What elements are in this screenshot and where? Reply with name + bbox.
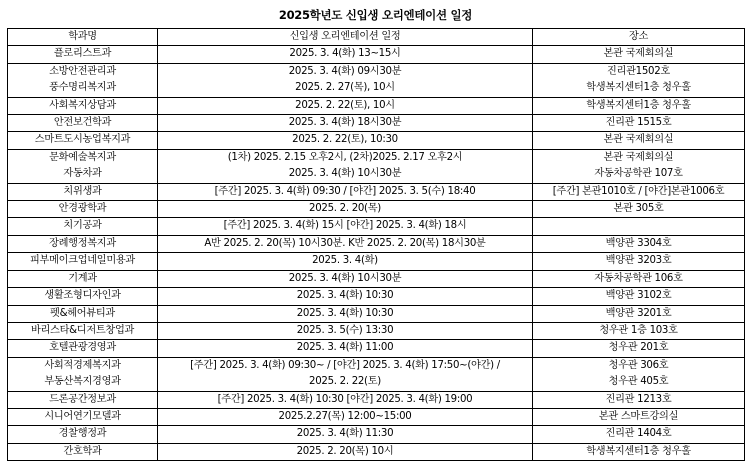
department-cell-line: 기계과 xyxy=(68,272,97,284)
schedule-cell-line: 2025. 3. 4(화) 09시30분 xyxy=(288,65,402,77)
location-cell xyxy=(533,391,745,408)
table-row xyxy=(8,201,745,218)
schedule-cell xyxy=(158,357,533,391)
location-cell xyxy=(533,270,745,287)
table-body xyxy=(8,46,745,461)
schedule-cell-line: 2025. 3. 4(화) 10:30 xyxy=(296,290,394,302)
location-cell xyxy=(533,63,745,97)
location-cell xyxy=(533,408,745,425)
location-cell xyxy=(533,235,745,252)
location-cell-line: 학생복지센터1층 청우홀 xyxy=(586,99,691,111)
department-cell-line: 피부메이크업네일미용과 xyxy=(30,255,135,267)
department-cell-line: 안경광학과 xyxy=(58,203,107,215)
schedule-cell-line: [주간] 2025. 3. 4(화) 15시 [야간] 2025. 3. 4(화) 18시 xyxy=(223,220,467,232)
location-cell-line: 백양관 3203호 xyxy=(605,255,672,267)
schedule-cell xyxy=(158,46,533,63)
location-cell xyxy=(533,115,745,132)
table-row xyxy=(8,391,745,408)
schedule-cell xyxy=(158,132,533,149)
table-row xyxy=(8,115,745,132)
location-cell xyxy=(533,288,745,305)
schedule-cell xyxy=(158,218,533,235)
table-row xyxy=(8,63,745,97)
schedule-cell xyxy=(158,322,533,339)
schedule-cell xyxy=(158,426,533,443)
location-cell xyxy=(533,305,745,322)
department-cell-line: 사회복지상담과 xyxy=(49,99,116,111)
table-row xyxy=(8,357,745,391)
location-cell xyxy=(533,132,745,149)
table-header-row xyxy=(8,29,745,46)
schedule-cell-line: 2025. 3. 4(화) 10:30 xyxy=(296,307,394,319)
schedule-cell xyxy=(158,288,533,305)
department-cell xyxy=(8,322,158,339)
table-row xyxy=(8,340,745,357)
schedule-cell-line: 2025. 3. 5(수) 13:30 xyxy=(296,324,394,336)
document-title: 2025학년도 신입생 오리엔테이션 일정 xyxy=(278,8,473,22)
schedule-cell-line: 2025. 2. 22(토), 10:30 xyxy=(292,134,398,146)
location-cell-line: 본관 305호 xyxy=(613,203,664,215)
department-cell xyxy=(8,357,158,391)
location-cell-line: 청우관 201호 xyxy=(608,342,669,354)
schedule-cell xyxy=(158,97,533,114)
schedule-cell-line: 2025. 2. 22(토) xyxy=(309,376,381,388)
schedule-cell-line: 2025. 3. 4(화) 11:00 xyxy=(296,342,394,354)
schedule-cell xyxy=(158,63,533,97)
location-cell xyxy=(533,443,745,460)
location-cell-line: 학생복지센터1층 청우홀 xyxy=(586,445,691,457)
schedule-cell xyxy=(158,305,533,322)
department-cell xyxy=(8,426,158,443)
location-cell-line: 본관 국제회의실 xyxy=(603,151,674,163)
header-location: 장소 xyxy=(533,29,745,46)
location-cell-line: 청우관 306호 xyxy=(608,359,669,371)
location-cell-line: 백양관 3304호 xyxy=(605,237,672,249)
department-cell-line: 장례행정복지과 xyxy=(49,237,116,249)
location-cell-line: 진리관 1515호 xyxy=(605,117,672,129)
location-cell xyxy=(533,357,745,391)
table-row xyxy=(8,288,745,305)
location-cell-line: 청우관 405호 xyxy=(608,376,669,388)
schedule-cell xyxy=(158,201,533,218)
location-cell-line: [주간] 본관1010호 / [야간]본관1006호 xyxy=(552,185,725,197)
department-cell-line: 치기공과 xyxy=(63,220,102,232)
department-cell xyxy=(8,340,158,357)
department-cell-line: 호텔관광경영과 xyxy=(49,342,116,354)
location-cell-line: 청우관 1층 103호 xyxy=(599,324,678,336)
department-cell xyxy=(8,408,158,425)
department-cell-line: 드론공간정보과 xyxy=(49,393,116,405)
header-schedule: 신입생 오리엔테이션 일정 xyxy=(158,29,533,46)
department-cell-line: 문화예술복지과 xyxy=(49,151,116,163)
table-row xyxy=(8,253,745,270)
department-cell-line: 풍수명리복지과 xyxy=(49,82,116,94)
schedule-cell-line: 2025.2.27(목) 12:00~15:00 xyxy=(278,410,412,422)
department-cell xyxy=(8,63,158,97)
department-cell xyxy=(8,201,158,218)
table-row xyxy=(8,426,745,443)
department-cell xyxy=(8,253,158,270)
department-cell-line: 안전보건학과 xyxy=(53,117,112,129)
location-cell xyxy=(533,201,745,218)
table-row xyxy=(8,132,745,149)
table-row xyxy=(8,270,745,287)
department-cell-line: 펫&헤어뷰티과 xyxy=(50,307,115,319)
schedule-cell-line: A반 2025. 2. 20(목) 10시30분. K반 2025. 2. 20(목) 18시30분 xyxy=(204,237,486,249)
header-department: 학과명 xyxy=(8,29,158,46)
orientation-schedule-table xyxy=(7,28,745,461)
schedule-cell-line: 2025. 3. 4(화) xyxy=(312,255,378,267)
schedule-cell xyxy=(158,270,533,287)
department-cell-line: 간호학과 xyxy=(63,445,102,457)
department-cell xyxy=(8,391,158,408)
department-cell-line: 플로리스트과 xyxy=(53,48,112,60)
department-cell xyxy=(8,149,158,183)
location-cell-line: 본관 스마트강의실 xyxy=(598,410,679,422)
location-cell xyxy=(533,183,745,200)
schedule-cell-line: 2025. 3. 4(화) 13~15시 xyxy=(289,48,401,60)
department-cell-line: 경찰행정과 xyxy=(58,428,107,440)
schedule-cell-line: [주간] 2025. 3. 4(화) 10:30 [야간] 2025. 3. 4(화) 19:00 xyxy=(217,393,473,405)
schedule-cell-line: 2025. 3. 4(화) 10시30분 xyxy=(288,168,402,180)
schedule-cell xyxy=(158,235,533,252)
location-cell-line: 학생복지센터1층 청우홀 xyxy=(586,82,691,94)
schedule-cell-line: 2025. 2. 27(목), 10시 xyxy=(295,82,395,94)
table-row xyxy=(8,408,745,425)
schedule-cell xyxy=(158,408,533,425)
schedule-cell xyxy=(158,183,533,200)
location-cell xyxy=(533,340,745,357)
department-cell xyxy=(8,443,158,460)
table-row xyxy=(8,235,745,252)
location-cell xyxy=(533,322,745,339)
table-row xyxy=(8,149,745,183)
location-cell xyxy=(533,218,745,235)
schedule-cell xyxy=(158,391,533,408)
location-cell-line: 진리관 1404호 xyxy=(605,428,672,440)
department-cell-line: 자동차과 xyxy=(63,168,102,180)
department-cell xyxy=(8,235,158,252)
schedule-cell xyxy=(158,115,533,132)
location-cell xyxy=(533,253,745,270)
location-cell-line: 백양관 3102호 xyxy=(605,290,672,302)
schedule-cell-line: 2025. 2. 20(목) xyxy=(309,203,381,215)
department-cell xyxy=(8,288,158,305)
department-cell-line: 부동산복지경영과 xyxy=(44,376,121,388)
department-cell-line: 스마트도시농업복지과 xyxy=(34,134,131,146)
schedule-cell xyxy=(158,443,533,460)
department-cell xyxy=(8,115,158,132)
department-cell-line: 사회적경제복지과 xyxy=(44,359,121,371)
location-cell-line: 진리관 1213호 xyxy=(605,393,672,405)
department-cell-line: 생활조형디자인과 xyxy=(44,290,121,302)
schedule-cell-line: 2025. 3. 4(화) 18시30분 xyxy=(288,117,402,129)
department-cell-line: 소방안전관리과 xyxy=(49,65,116,77)
schedule-cell xyxy=(158,340,533,357)
table-row xyxy=(8,183,745,200)
department-cell xyxy=(8,305,158,322)
schedule-cell-line: [주간] 2025. 3. 4(화) 09:30 / [야간] 2025. 3. 5(수) 18:40 xyxy=(214,185,476,197)
department-cell xyxy=(8,132,158,149)
location-cell-line: 진리관1502호 xyxy=(607,65,670,77)
schedule-cell-line: [주간] 2025. 3. 4(화) 09:30~ / [야간] 2025. 3. 4(화) 17:50~(야간) / xyxy=(190,359,500,371)
schedule-cell xyxy=(158,253,533,270)
location-cell-line: 자동차공학관 106호 xyxy=(594,272,683,284)
schedule-cell-line: 2025. 3. 4(화) 11:30 xyxy=(296,428,394,440)
table-row xyxy=(8,46,745,63)
department-cell-line: 바리스타&디저트창업과 xyxy=(30,324,135,336)
department-cell xyxy=(8,97,158,114)
department-cell xyxy=(8,218,158,235)
schedule-cell xyxy=(158,149,533,183)
department-cell-line: 시니어연기모델과 xyxy=(44,410,121,422)
table-row xyxy=(8,305,745,322)
department-cell-line: 치위생과 xyxy=(63,185,102,197)
location-cell-line: 자동차공학관 107호 xyxy=(594,168,683,180)
location-cell-line: 백양관 3201호 xyxy=(605,307,672,319)
department-cell xyxy=(8,46,158,63)
schedule-cell-line: 2025. 3. 4(화) 10시30분 xyxy=(288,272,402,284)
table-row xyxy=(8,322,745,339)
department-cell xyxy=(8,270,158,287)
table-row xyxy=(8,97,745,114)
department-cell xyxy=(8,183,158,200)
location-cell xyxy=(533,97,745,114)
location-cell-line: 본관 국제회의실 xyxy=(603,134,674,146)
location-cell xyxy=(533,46,745,63)
table-row xyxy=(8,218,745,235)
schedule-cell-line: (1차) 2025. 2.15 오후2시, (2차)2025. 2.17 오후2시 xyxy=(227,151,463,163)
schedule-cell-line: 2025. 2. 20(목) 10시 xyxy=(296,445,394,457)
location-cell xyxy=(533,426,745,443)
location-cell xyxy=(533,149,745,183)
location-cell-line: 본관 국제회의실 xyxy=(603,48,674,60)
table-row xyxy=(8,443,745,460)
schedule-cell-line: 2025. 2. 22(토), 10시 xyxy=(295,99,395,111)
